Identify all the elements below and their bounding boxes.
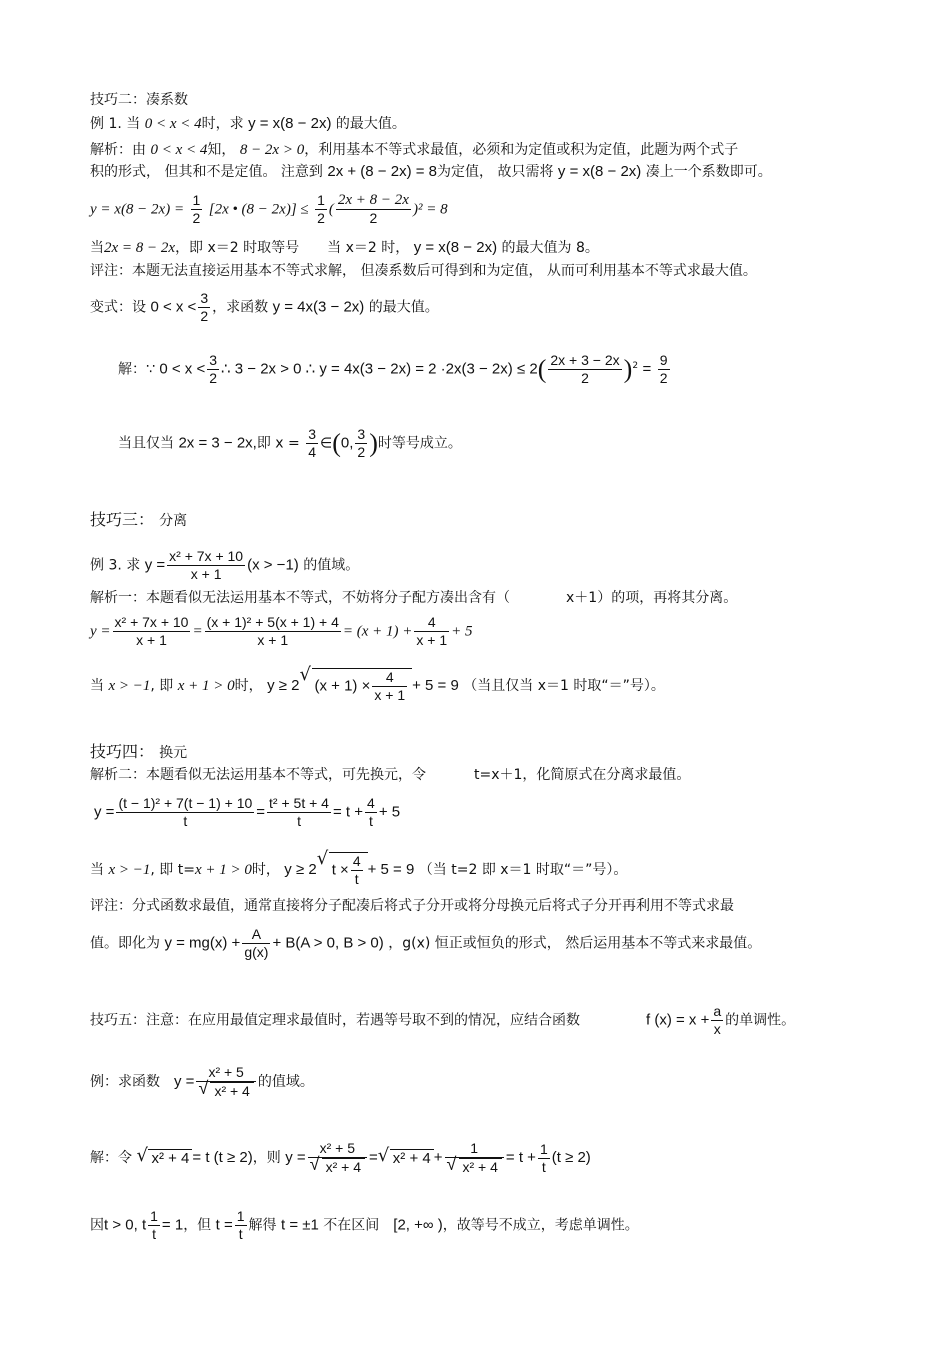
- analysis-3: 解析一：本题看似无法运用基本不等式，不妨将分子配方凑出含有（ x＋1）的项，再将其分离。: [90, 590, 738, 606]
- section-4-title: 技巧四： 换元: [90, 742, 188, 761]
- comment-4-line-2: 值。即化为 y = mg(x) + $\frac{A}{g(x)}$ + B(A > 0, B > 0) ，g(x) 恒正或恒负的形式， 然后运用基本不等式来求最值。: [90, 926, 762, 960]
- variant-solution: 解：∵ 0 < x < $\frac{3}{2}$ ∴ 3 − 2x > 0 ∴ y = 4x(3 − 2x) = 2 ·2x(3 − 2x) ≤ 2( $\frac{2x + 3 - 2x}{2}$ )$^2$ = $\frac{9}{2}$: [118, 352, 668, 386]
- variant: 变式：设 0 < x < $\frac{3}{2}$ ，求函数 y = 4x(3 − 2x) 的最大值。: [90, 290, 439, 324]
- section-2-title: 技巧二：凑系数: [90, 92, 188, 108]
- conclusion-3: 当 x > −1, 即 x + 1 > 0时， y ≥ 2√ (x + 1) × $\frac{4}{x + 1}$ + 5 = 9 （当且仅当 x＝1 时取“＝”号）。: [90, 668, 665, 704]
- derivation-3: y = $\frac{\text{x² + 7x + 10}}{x + 1}$ = $\frac{\text{(x + 1)² + 5(x + 1) + 4}}{x + 1}$ = (x + 1) + $\frac{4}{x + 1}$ + 5: [90, 614, 473, 648]
- variant-equality: 当且仅当 2x = 3 − 2x,即 x = $\frac{3}{4}$ ∈(0, $\frac{3}{2}$ )时等号成立。: [118, 426, 462, 460]
- analysis-line-2: 积的形式， 但其和不是定值。 注意到 2x + (8 − 2x) = 8为定值， 故只需将 y = x(8 − 2x) 凑上一个系数即可。: [90, 163, 772, 180]
- derivation-4: y = $\frac{\text{(t − 1)² + 7(t − 1) + 10}}{t}$ = $\frac{\text{t² + 5t + 4}}{t}$ = t + $\frac{4}{t}$ + 5: [94, 795, 401, 829]
- solution-5: 解：令 √ x² + 4 = t (t ≥ 2)，则 y = x² + 5 √ x² + 4 =√ x² + 4 + 1 √ x² + 4 = t + $\frac{1}{t}$ (t ≥ 2): [90, 1140, 591, 1176]
- section-3-title: 技巧三： 分离: [90, 510, 188, 529]
- example-5: 例：求函数 y = x² + 5 √ x² + 4 的值域。: [90, 1064, 314, 1100]
- example-1: 例 1. 当 0 < x < 4时，求 y = x(8 − 2x) 的最大值。: [90, 115, 406, 132]
- section-5-title: 技巧五：注意：在应用最值定理求最值时，若遇等号取不到的情况，应结合函数 f (x) = x + $\frac{a}{x}$ 的单调性。: [90, 1003, 796, 1037]
- comment-4-line-1: 评注：分式函数求最值，通常直接将分子配凑后将式子分开或将分母换元后将式子分开再利用不等式求最: [90, 898, 734, 914]
- equality-line: 当2x = 8 − 2x，即 x＝2 时取等号 当 x＝2 时， y = x(8 − 2x) 的最大值为 8。: [90, 239, 599, 256]
- analysis-4: 解析二：本题看似无法运用基本不等式，可先换元，令 t=x＋1，化简原式在分离求最值。: [90, 767, 691, 783]
- conclusion-5: 因t > 0, t $\frac{1}{t}$ = 1，但 t = $\frac{1}{t}$ 解得 t = ±1 不在区间 [2, +∞ )，故等号不成立，考虑单调性。: [90, 1208, 639, 1242]
- conclusion-4: 当 x > −1, 即 t=x + 1 > 0时， y ≥ 2√ t × $\frac{4}{t}$ + 5 = 9 （当 t=2 即 x＝1 时取“＝”号）。: [90, 852, 627, 888]
- derivation-1: y = x(8 − 2x) = $\frac{1}{2}$ [2x • (8 − 2x)] ≤ $\frac{1}{2}$ ( $\frac{2x + 8 - 2x}{2}$ )² = 8: [90, 192, 448, 226]
- example-3: 例 3. 求 y = $\frac{\text{x² + 7x + 10}}{x + 1}$ (x > −1) 的值域。: [90, 548, 360, 582]
- comment-1: 评注：本题无法直接运用基本不等式求解， 但凑系数后可得到和为定值， 从而可利用基本不等式求最大值。: [90, 263, 757, 279]
- analysis-line-1: 解析：由 0 < x < 4知， 8 − 2x > 0，利用基本不等式求最值，必须和为定值或积为定值，此题为两个式子: [90, 142, 739, 158]
